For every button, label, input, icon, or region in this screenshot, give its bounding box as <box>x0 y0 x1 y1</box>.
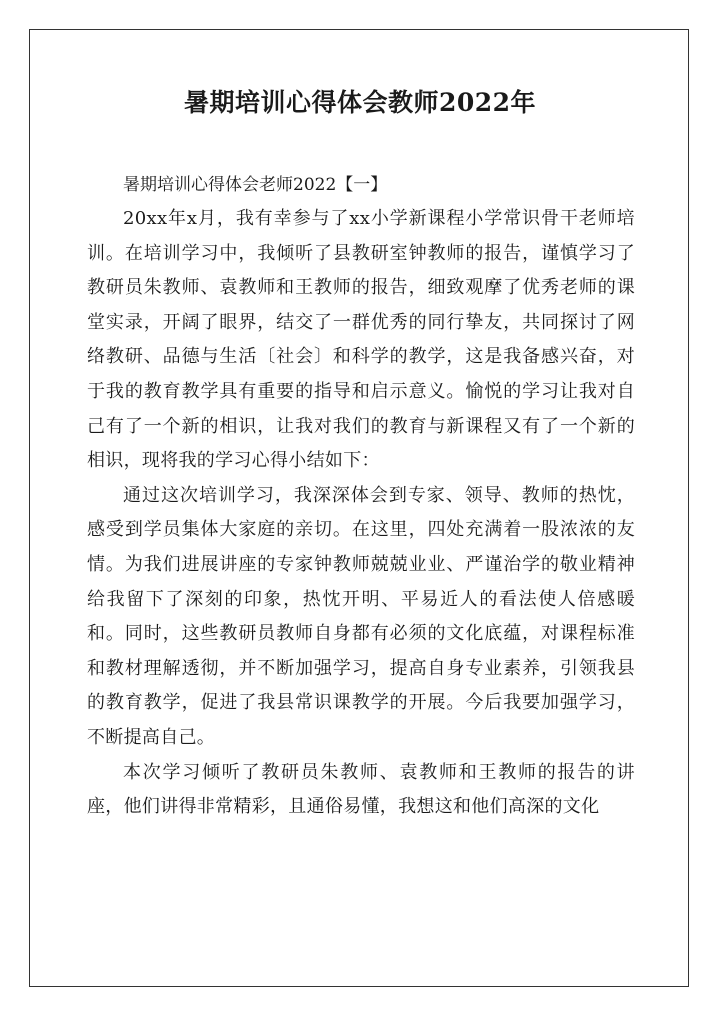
section-heading: 暑期培训心得体会老师2022【一】 <box>123 175 388 195</box>
document-body <box>87 168 635 825</box>
document-title: 暑期培训心得体会教师2022年 <box>183 88 537 117</box>
paragraph-2: 通过这次培训学习，我深深体会到专家、领导、教师的热忱，感受到学员集体大家庭的亲切。在这里，四处充满着一股浓浓的友情。为我们进展讲座的专家钟教师兢兢业业、严谨治学的敬业精神给我留下了深刻的印象，热忱开明、平易近人的看法使人倍感暖和。同时，这些教研员教师自身都有必须的文化底蕴，对课程标准和教材理解透彻，并不断加强学习，提高自身专业素养，引领我县的教育教学，促进了我县常识课教学的开展。今后我要加强学习，不断提高自己。 <box>87 484 635 748</box>
paragraph-1: 20xx年x月，我有幸参与了xx小学新课程小学常识骨干老师培训。在培训学习中，我倾听了县教研室钟教师的报告，谨慎学习了教研员朱教师、袁教师和王教师的报告，细致观摩了优秀老师的课堂实录，开阔了眼界，结交了一群优秀的同行挚友，共同探讨了网络教研、品德与生活〔社会〕和科学的教学，这是我备感兴奋，对于我的教育教学具有重要的指导和启示意义。愉悦的学习让我对自己有了一个新的相识，让我对我们的教育与新课程又有了一个新的相识，现将我的学习心得小结如下： <box>87 208 635 472</box>
paragraph-3: 本次学习倾听了教研员朱教师、袁教师和王教师的报告的讲座，他们讲得非常精彩，且通俗易懂，我想这和他们高深的文化 <box>87 761 635 818</box>
